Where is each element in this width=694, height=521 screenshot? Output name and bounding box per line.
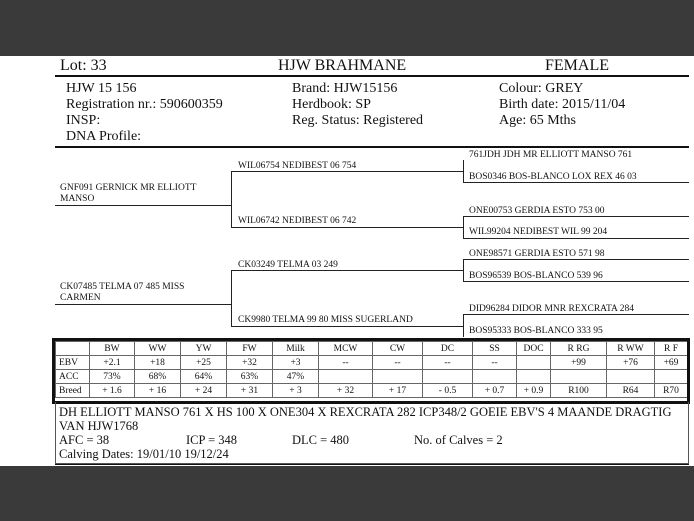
sd-line (231, 227, 463, 228)
ebv-row-label: EBV (56, 356, 90, 370)
brand: Brand: HJW15156 (292, 81, 398, 96)
sire-bracket (231, 171, 232, 227)
dss-line (463, 259, 689, 260)
table-row (56, 370, 688, 384)
ebv-cell: +2.1 (90, 356, 135, 370)
lot-number: Lot: 33 (60, 57, 107, 74)
dds-line (463, 314, 689, 315)
dam-sire: CK03249 TELMA 03 249 (238, 260, 338, 270)
ebv-cell: - 0.5 (423, 384, 473, 398)
ebv-row-label: ACC (56, 370, 90, 384)
ebv-cell: +3 (273, 356, 319, 370)
dsd-line (463, 281, 689, 282)
ebv-cell: +25 (181, 356, 227, 370)
ebv-cell (423, 370, 473, 384)
sdd-line (463, 238, 689, 239)
ebv-column-header: R F (655, 342, 688, 356)
info-left (66, 81, 223, 145)
ebv-cell: R64 (607, 384, 655, 398)
colour: Colour: GREY (499, 81, 584, 96)
herdbook: Herdbook: SP (292, 97, 371, 112)
sire-dam: WIL06742 NEDIBEST 06 742 (238, 216, 357, 226)
ebv-cell: +76 (607, 356, 655, 370)
animal-record-sheet (0, 56, 694, 466)
reg-status: Reg. Status: Registered (292, 113, 424, 128)
header-rule (55, 75, 689, 77)
ebv-cell: + 17 (373, 384, 423, 398)
ssd-line (463, 182, 689, 183)
ebv-column-header: SS (473, 342, 517, 356)
ebv-cell: R70 (655, 384, 688, 398)
ebv-cell: 47% (273, 370, 319, 384)
comment-line-2: VAN HJW1768 (59, 419, 139, 433)
ebv-cell: + 0.7 (473, 384, 517, 398)
dd-bracket (463, 314, 464, 337)
ebv-column-header: Milk (273, 342, 319, 356)
ebv-cell (517, 370, 551, 384)
info-middle (292, 81, 423, 129)
sire-dam-sire: ONE00753 GERDIA ESTO 753 00 (469, 206, 605, 216)
ebv-cell: -- (319, 356, 373, 370)
ebv-cell (655, 370, 688, 384)
bottom-dark-band (0, 466, 694, 521)
ebv-header-row (56, 342, 688, 356)
dam-sire-sire: ONE98571 GERDIA ESTO 571 98 (469, 249, 605, 259)
ebv-cell: +32 (227, 356, 273, 370)
sire-line (55, 205, 231, 206)
ebv-row-label: Breed (56, 384, 90, 398)
sire-sire: WIL06754 NEDIBEST 06 754 (238, 161, 357, 171)
table-row (56, 384, 688, 398)
ebv-column-header: WW (135, 342, 181, 356)
ebv-column-header (56, 342, 90, 356)
ebv-cell: + 32 (319, 384, 373, 398)
sd-bracket (463, 216, 464, 238)
dam-bracket (231, 270, 232, 326)
insp: INSP: (66, 113, 101, 128)
ebv-cell (473, 370, 517, 384)
birth-date: Birth date: 2015/11/04 (499, 97, 626, 112)
ebv-cell: 73% (90, 370, 135, 384)
dam: CK07485 TELMA 07 485 MISS CARMEN (60, 282, 185, 303)
ebv-column-header: R WW (607, 342, 655, 356)
ear-tag: HJW 15 156 (66, 81, 137, 96)
calves-count: No. of Calves = 2 (414, 433, 503, 447)
ds-line (231, 270, 463, 271)
ebv-cell: -- (423, 356, 473, 370)
age: Age: 65 Mths (499, 113, 576, 128)
ebv-cell (607, 370, 655, 384)
ebv-column-header: FW (227, 342, 273, 356)
ebv-cell: +99 (551, 356, 607, 370)
bottom-rule (55, 464, 689, 465)
ebv-cell: + 3 (273, 384, 319, 398)
animal-sex: FEMALE (545, 57, 609, 74)
dna-profile: DNA Profile: (66, 129, 142, 144)
ebv-cell: +18 (135, 356, 181, 370)
ebv-cell (517, 356, 551, 370)
ebv-cell: + 0.9 (517, 384, 551, 398)
ebv-table (55, 341, 688, 398)
ebv-cell: -- (473, 356, 517, 370)
ebv-cell: + 24 (181, 384, 227, 398)
ss-bracket (463, 160, 464, 182)
ebv-column-header: MCW (319, 342, 373, 356)
ds-bracket (463, 259, 464, 281)
afc: AFC = 38 (59, 433, 110, 447)
ebv-cell: + 16 (135, 384, 181, 398)
dd-line (231, 326, 463, 327)
ebv-cell: R100 (551, 384, 607, 398)
table-row (56, 356, 688, 370)
animal-name: HJW BRAHMANE (278, 57, 407, 74)
ebv-column-header: YW (181, 342, 227, 356)
ebv-cell (551, 370, 607, 384)
dlc: DLC = 480 (292, 433, 350, 447)
registration-number: Registration nr.: 590600359 (66, 97, 223, 112)
ebv-column-header: DOC (517, 342, 551, 356)
ebv-column-header: DC (423, 342, 473, 356)
comment-line-1: DH ELLIOTT MANSO 761 X HS 100 X ONE304 X REXCRATA 282 ICP348/2 GOEIE EBV'S 4 MAANDE DRAGTIG (59, 405, 672, 419)
ss-line (231, 171, 463, 172)
sire: GNF091 GERNICK MR ELLIOTT MANSO (60, 183, 197, 204)
sds-line (463, 216, 689, 217)
icp: ICP = 348 (186, 433, 238, 447)
ebv-column-header: CW (373, 342, 423, 356)
ebv-column-header: BW (90, 342, 135, 356)
sire-sire-sire: 761JDH JDH MR ELLIOTT MANSO 761 (469, 150, 633, 160)
ebv-column-header: R RG (551, 342, 607, 356)
calving-dates: Calving Dates: 19/01/10 19/12/24 (59, 447, 229, 461)
dam-dam-sire: DID96284 DIDOR MNR REXCRATA 284 (469, 304, 634, 314)
ebv-cell: -- (373, 356, 423, 370)
info-rule (55, 146, 689, 148)
ebv-cell: +69 (655, 356, 688, 370)
top-dark-band (0, 0, 694, 56)
ebv-cell: 63% (227, 370, 273, 384)
ebv-cell: + 1.6 (90, 384, 135, 398)
ebv-cell: 68% (135, 370, 181, 384)
sire-sire-dam: BOS0346 BOS-BLANCO LOX REX 46 03 (469, 172, 637, 182)
sire-dam-dam: WIL99204 NEDIBEST WIL 99 204 (469, 227, 608, 237)
ebv-cell (373, 370, 423, 384)
info-right (499, 81, 625, 129)
dam-line (55, 304, 231, 305)
dam-dam-dam: BOS95333 BOS-BLANCO 333 95 (469, 326, 603, 336)
dam-dam: CK9980 TELMA 99 80 MISS SUGERLAND (238, 315, 413, 325)
ebv-cell (319, 370, 373, 384)
dam-sire-dam: BOS96539 BOS-BLANCO 539 96 (469, 271, 603, 281)
ebv-cell: + 31 (227, 384, 273, 398)
ebv-cell: 64% (181, 370, 227, 384)
